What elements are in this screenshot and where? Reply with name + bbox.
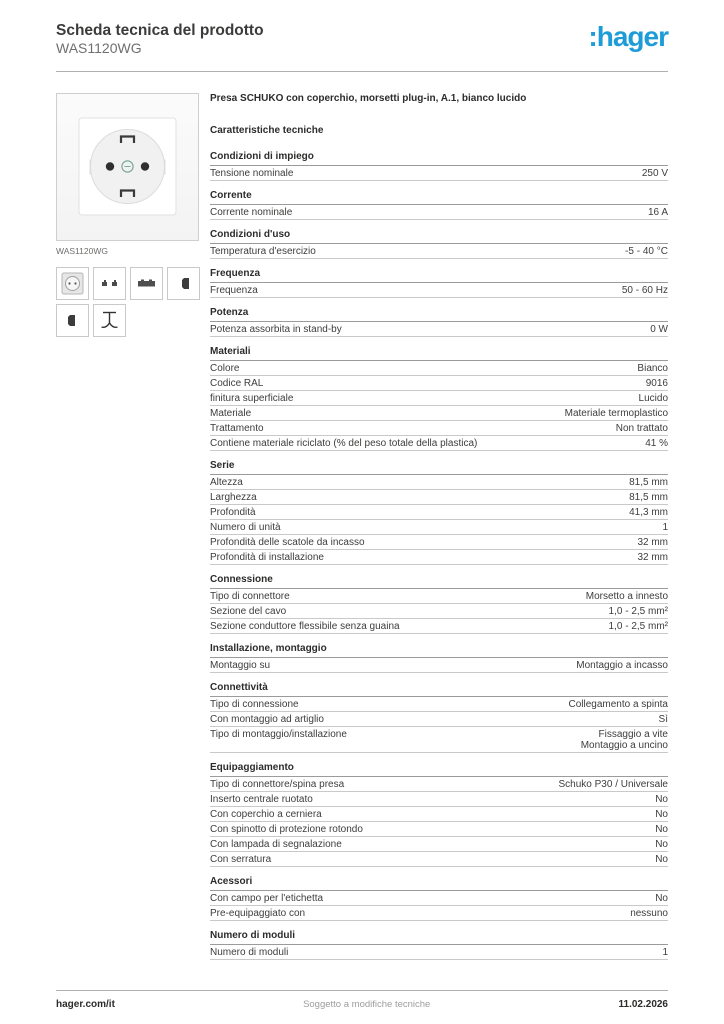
spec-row xyxy=(210,658,668,673)
spec-row xyxy=(210,822,668,837)
section-title: Condizioni di impiego xyxy=(210,151,668,166)
spec-value: No xyxy=(655,838,668,850)
spec-value: -5 - 40 °C xyxy=(625,245,668,257)
spec-row xyxy=(210,520,668,535)
spec-label: Con serratura xyxy=(210,853,272,865)
spec-section xyxy=(210,930,668,960)
spec-value: No xyxy=(655,892,668,904)
spec-value: Sì xyxy=(658,713,668,725)
spec-value: nessuno xyxy=(630,907,668,919)
spec-section xyxy=(210,151,668,181)
spec-value: No xyxy=(655,853,668,865)
plug-in-terminal-thumb xyxy=(93,267,126,300)
spec-row xyxy=(210,421,668,436)
spec-value: 32 mm xyxy=(637,551,668,563)
spec-label: Numero di unità xyxy=(210,521,281,533)
spec-label: Con coperchio a cerniera xyxy=(210,808,322,820)
spec-value: 81,5 mm xyxy=(629,476,668,488)
spec-section xyxy=(210,346,668,451)
section-title: Materiali xyxy=(210,346,668,361)
spec-row xyxy=(210,852,668,867)
spec-label: Profondità di installazione xyxy=(210,551,324,563)
side-profile-thumb xyxy=(167,267,200,300)
page-title: Scheda tecnica del prodotto xyxy=(56,22,264,39)
spec-label: Frequenza xyxy=(210,284,258,296)
spec-value: Montaggio a incasso xyxy=(576,659,668,671)
product-code: WAS1120WG xyxy=(56,40,142,56)
spec-row xyxy=(210,505,668,520)
mounting-claw-thumb xyxy=(93,304,126,337)
footer xyxy=(56,990,668,1010)
spec-row xyxy=(210,475,668,490)
spec-value: 1 xyxy=(662,946,668,958)
spec-value: Morsetto a innesto xyxy=(585,590,668,602)
product-description: Presa SCHUKO con coperchio, morsetti plug-in, A.1, bianco lucido xyxy=(210,93,527,104)
spec-label: Tipo di connettore xyxy=(210,590,290,602)
spec-value-line: Fissaggio a vite xyxy=(598,728,668,740)
spec-label: Temperatura d'esercizio xyxy=(210,245,316,257)
spec-row xyxy=(210,361,668,376)
spec-row xyxy=(210,166,668,181)
spec-row xyxy=(210,244,668,259)
spec-value: No xyxy=(655,793,668,805)
spec-label: Altezza xyxy=(210,476,243,488)
section-title: Frequenza xyxy=(210,268,668,283)
spec-row xyxy=(210,205,668,220)
spec-sections xyxy=(210,151,668,960)
spec-value: 41,3 mm xyxy=(629,506,668,518)
footer-website: hager.com/it xyxy=(56,999,115,1010)
spec-label: Montaggio su xyxy=(210,659,271,671)
spec-row xyxy=(210,712,668,727)
spec-label: Larghezza xyxy=(210,491,257,503)
socket-front-thumb xyxy=(56,267,89,300)
spec-value: 32 mm xyxy=(637,536,668,548)
section-title: Condizioni d'uso xyxy=(210,229,668,244)
spec-label: Potenza assorbita in stand-by xyxy=(210,323,342,335)
spec-row xyxy=(210,945,668,960)
spec-value: Lucido xyxy=(638,392,668,404)
spec-section xyxy=(210,643,668,673)
content xyxy=(56,93,668,969)
spec-value: Non trattato xyxy=(615,422,668,434)
spec-label: Pre-equipaggiato con xyxy=(210,907,306,919)
header xyxy=(56,22,668,72)
spec-row xyxy=(210,376,668,391)
spec-label: Con campo per l'etichetta xyxy=(210,892,324,904)
section-title: Serie xyxy=(210,460,668,475)
footer-disclaimer: Soggetto a modifiche tecniche xyxy=(303,999,431,1010)
section-title: Corrente xyxy=(210,190,668,205)
footer-date: 11.02.2026 xyxy=(618,999,668,1010)
spec-section xyxy=(210,762,668,867)
thumbnail-grid xyxy=(56,267,200,337)
spec-label: Tipo di connessione xyxy=(210,698,299,710)
side-profile-2-thumb xyxy=(56,304,89,337)
spec-row xyxy=(210,604,668,619)
spec-label: Corrente nominale xyxy=(210,206,293,218)
spec-row xyxy=(210,550,668,565)
spec-section xyxy=(210,460,668,565)
spec-row xyxy=(210,792,668,807)
spec-label: Materiale xyxy=(210,407,252,419)
spec-label: Sezione conduttore flessibile senza guaina xyxy=(210,620,400,632)
spec-row xyxy=(210,619,668,634)
spec-label: Profondità xyxy=(210,506,256,518)
spec-value: 81,5 mm xyxy=(629,491,668,503)
section-title: Installazione, montaggio xyxy=(210,643,668,658)
spec-label: Sezione del cavo xyxy=(210,605,287,617)
spec-value: 41 % xyxy=(645,437,668,449)
product-photo-caption: WAS1120WG xyxy=(56,246,108,256)
spec-value: Bianco xyxy=(637,362,668,374)
section-title: Acessori xyxy=(210,876,668,891)
spec-label: Profondità delle scatole da incasso xyxy=(210,536,365,548)
spec-value-line: Montaggio a uncino xyxy=(580,739,668,751)
spec-label: Trattamento xyxy=(210,422,264,434)
spec-value: No xyxy=(655,823,668,835)
spec-value: 1,0 - 2,5 mm² xyxy=(608,605,668,617)
spec-label: Tipo di montaggio/installazione xyxy=(210,728,347,740)
spec-row xyxy=(210,727,668,753)
spec-section xyxy=(210,682,668,753)
spec-value: 1 xyxy=(662,521,668,533)
spec-row xyxy=(210,490,668,505)
schuko-socket-illustration xyxy=(57,94,198,240)
spec-column xyxy=(210,93,668,969)
product-photo xyxy=(56,93,199,241)
spec-label: Colore xyxy=(210,362,240,374)
spec-row xyxy=(210,697,668,712)
spec-row xyxy=(210,406,668,421)
spec-label: Tensione nominale xyxy=(210,167,294,179)
section-title: Numero di moduli xyxy=(210,930,668,945)
spec-value: 250 V xyxy=(641,167,668,179)
spec-section xyxy=(210,190,668,220)
spec-value: Collegamento a spinta xyxy=(568,698,668,710)
spec-value: 50 - 60 Hz xyxy=(621,284,668,296)
spec-row xyxy=(210,322,668,337)
header-titles xyxy=(56,22,264,56)
spec-value xyxy=(581,729,668,751)
terminal-strip-thumb xyxy=(130,267,163,300)
spec-value: Materiale termoplastico xyxy=(564,407,668,419)
spec-value: 1,0 - 2,5 mm² xyxy=(608,620,668,632)
spec-row xyxy=(210,837,668,852)
spec-section xyxy=(210,229,668,259)
spec-label: Con lampada di segnalazione xyxy=(210,838,342,850)
spec-row xyxy=(210,535,668,550)
spec-label: Codice RAL xyxy=(210,377,264,389)
spec-label: Con montaggio ad artiglio xyxy=(210,713,324,725)
spec-row xyxy=(210,807,668,822)
spec-section xyxy=(210,574,668,634)
spec-row xyxy=(210,391,668,406)
spec-label: Tipo di connettore/spina presa xyxy=(210,778,345,790)
spec-label: Inserto centrale ruotato xyxy=(210,793,313,805)
spec-row xyxy=(210,436,668,451)
spec-value: 16 A xyxy=(647,206,668,218)
spec-row xyxy=(210,589,668,604)
spec-section xyxy=(210,876,668,921)
spec-row xyxy=(210,891,668,906)
hager-logo: :hager xyxy=(588,21,668,52)
spec-row xyxy=(210,777,668,792)
section-title: Equipaggiamento xyxy=(210,762,668,777)
product-media-column xyxy=(56,93,200,969)
spec-label: Con spinotto di protezione rotondo xyxy=(210,823,363,835)
spec-label: Numero di moduli xyxy=(210,946,289,958)
section-title: Potenza xyxy=(210,307,668,322)
spec-label: finitura superficiale xyxy=(210,392,294,404)
spec-value: 0 W xyxy=(650,323,668,335)
spec-label: Contiene materiale riciclato (% del peso totale della plastica) xyxy=(210,437,478,449)
section-title: Connessione xyxy=(210,574,668,589)
spec-row xyxy=(210,906,668,921)
spec-value: No xyxy=(655,808,668,820)
spec-value: Schuko P30 / Universale xyxy=(558,778,668,790)
spec-value: 9016 xyxy=(645,377,668,389)
spec-section xyxy=(210,268,668,298)
spec-section xyxy=(210,307,668,337)
section-title: Connettività xyxy=(210,682,668,697)
tech-characteristics-heading: Caratteristiche tecniche xyxy=(210,125,324,136)
spec-row xyxy=(210,283,668,298)
